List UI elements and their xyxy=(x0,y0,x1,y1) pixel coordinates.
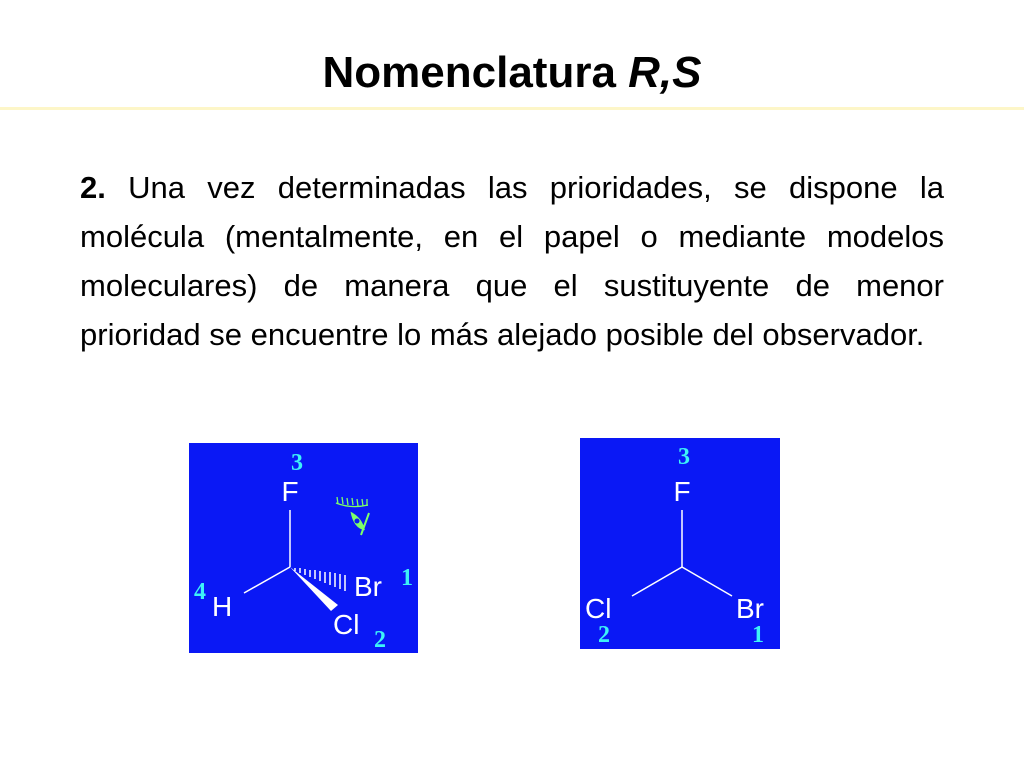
atom-f: F xyxy=(673,476,691,507)
priority-h: 4 xyxy=(194,579,206,605)
priority-br: 1 xyxy=(401,565,413,591)
title-main: Nomenclatura xyxy=(322,48,629,97)
step-number: 2. xyxy=(80,170,106,205)
priority-cl: 2 xyxy=(598,622,610,648)
atom-f: F xyxy=(281,476,299,507)
atom-br: Br xyxy=(354,571,382,602)
priority-f: 3 xyxy=(291,450,303,476)
step-paragraph xyxy=(80,163,944,359)
atom-cl: Cl xyxy=(333,609,360,640)
molecule-3d-panel xyxy=(189,443,418,653)
priority-br: 1 xyxy=(752,622,764,648)
step-text: Una vez determinadas las prioridades, se dispone la molécula (mentalmente, en el papel o mediante modelos moleculares) de manera que el sustituyente de menor prioridad se encuentre lo más alejado posible del observador. xyxy=(80,170,944,352)
priority-f: 3 xyxy=(678,444,690,470)
atom-h: H xyxy=(212,591,233,622)
title-italic: R,S xyxy=(628,48,702,97)
atom-cl: Cl xyxy=(585,593,612,624)
molecule-projection-panel xyxy=(580,438,780,649)
title-divider xyxy=(0,107,1024,110)
slide-title xyxy=(0,48,1024,98)
atom-br: Br xyxy=(736,593,764,624)
priority-cl: 2 xyxy=(374,627,386,653)
